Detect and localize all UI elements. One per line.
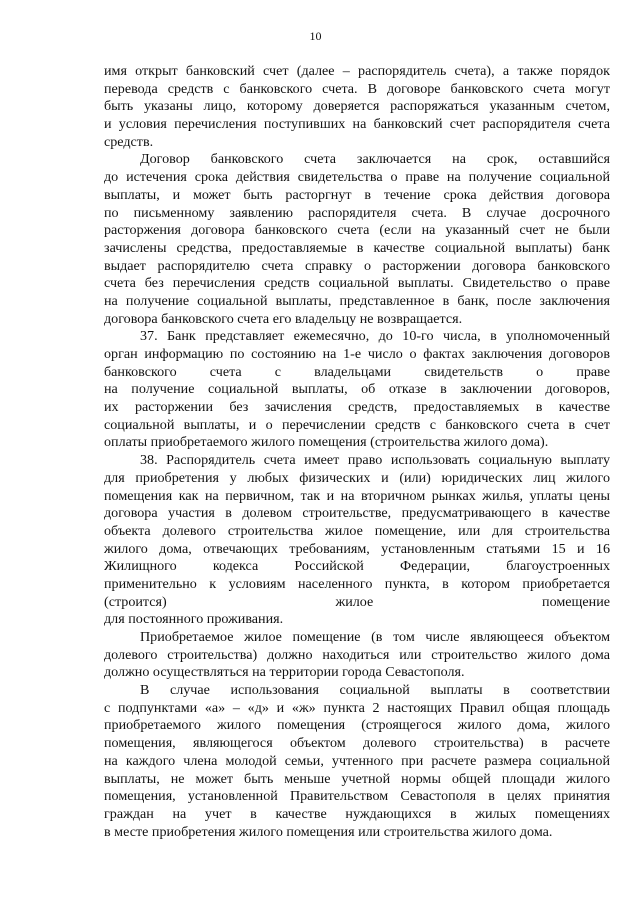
text-line: объекта долевого строительства жилое помещение, или для строительства — [104, 522, 610, 539]
text-line: имя открыт банковский счет (далее – распорядитель счета), а также порядок — [104, 63, 610, 79]
text-line: орган информацию по состоянию на 1-е число о фактах заключения договоров — [104, 346, 610, 362]
text-line: оплаты приобретаемого жилого помещения (строительства жилого дома). — [104, 434, 549, 451]
text-line: 38. Распорядитель счета имеет право использовать социальную выплату — [140, 452, 610, 469]
text-line: выплаты, не может быть меньше учетной нормы общей площади жилого — [104, 770, 610, 787]
text-line: расторжения договора банковского счета (если на указанный счет не были — [104, 222, 610, 239]
paragraph — [104, 682, 610, 841]
text-line: жилого дома, отвечающих требованиям, установленным статьями 15 и 16 — [104, 540, 610, 557]
text-line: для постоянного проживания. — [104, 611, 284, 628]
text-line: до истечения срока действия свидетельства о праве на получение социальной — [104, 169, 610, 186]
text-line: для приобретения у любых физических и (или) юридических лиц жилого — [104, 469, 610, 486]
paragraph — [104, 328, 610, 452]
text-line: применительно к условиям населенного пункта, в котором приобретается — [104, 575, 610, 592]
text-line: зачислены средства, предоставляемые в качестве социальной выплаты) банк — [104, 239, 610, 256]
page-number: 10 — [309, 29, 322, 43]
text-line: Жилищного кодекса Российской Федерации, благоустроенных — [104, 558, 610, 575]
text-line: граждан на учет в качестве нуждающихся в жилых помещениях — [104, 805, 610, 822]
text-line: В случае использования социальной выплаты в соответствии — [140, 682, 610, 699]
text-line: договора банковского счета его владельцу не возвращается. — [104, 310, 463, 327]
text-line: (строится) жилое помещение — [104, 593, 610, 610]
text-line: приобретаемого жилого помещения (строящегося жилого дома, жилого — [104, 717, 610, 734]
text-line: перевода средств с банковского счета. В договоре банковского счета могут — [104, 80, 610, 97]
text-line: с подпунктами «а» – «д» и «ж» пункта 2 настоящих Правил общая площадь — [104, 699, 610, 716]
paragraph — [104, 151, 610, 328]
text-line: быть указаны лицо, которому доверяется распоряжаться указанным счетом, — [104, 98, 610, 115]
text-line: средств. — [104, 133, 154, 150]
text-line: Договор банковского счета заключается на срок, оставшийся — [140, 151, 610, 168]
text-line: на получение социальной выплаты, представленное в банк, после заключения — [104, 292, 610, 309]
text-line: договора участия в долевом строительстве, предусматривающего в качестве — [104, 505, 610, 522]
text-line: помещения, являющегося объектом долевого строительства) в расчете — [104, 735, 610, 752]
text-line: выплаты, и может быть расторгнут в течение срока действия договора — [104, 186, 610, 203]
text-line: на каждого члена молодой семьи, учтенного при расчете размера социальной — [104, 752, 610, 769]
text-line: должно осуществляться на территории города Севастополя. — [104, 664, 465, 681]
paragraph — [104, 63, 610, 151]
text-line: выдает распорядителю счета справку о расторжении договора банковского — [104, 257, 610, 274]
text-line: социальной выплаты, и о перечислении средств с банковского счета в счет — [104, 416, 610, 433]
text-line: и условия перечисления поступивших на банковский счет распорядителя счета — [104, 116, 610, 133]
text-line: 37. Банк представляет ежемесячно, до 10-го числа, в уполномоченный — [140, 328, 610, 345]
text-line: на получение социальной выплаты, об отказе в заключении договоров, — [104, 381, 610, 398]
text-line: счета без перечисления средств социальной выплаты. Свидетельство о праве — [104, 275, 610, 292]
text-line: помещения как на первичном, так и на вторичном рынках жилья, уплаты цены — [104, 487, 610, 504]
paragraph — [104, 452, 610, 629]
text-line: их расторжении без зачисления средств, предоставляемых в качестве — [104, 399, 610, 416]
text-line: банковского счета с владельцами свидетельств о праве — [104, 363, 610, 380]
text-line: по письменному заявлению распорядителя счета. В случае досрочного — [104, 204, 610, 221]
paragraph — [104, 629, 610, 682]
text-line: в месте приобретения жилого помещения или строительства жилого дома. — [104, 823, 553, 840]
text-line: помещения, установленной Правительством Севастополя в целях принятия — [104, 788, 610, 805]
text-line: долевого строительства) должно находиться или строительство жилого дома — [104, 646, 610, 663]
document-body — [104, 63, 610, 841]
text-line: Приобретаемое жилое помещение (в том числе являющееся объектом — [140, 629, 610, 645]
